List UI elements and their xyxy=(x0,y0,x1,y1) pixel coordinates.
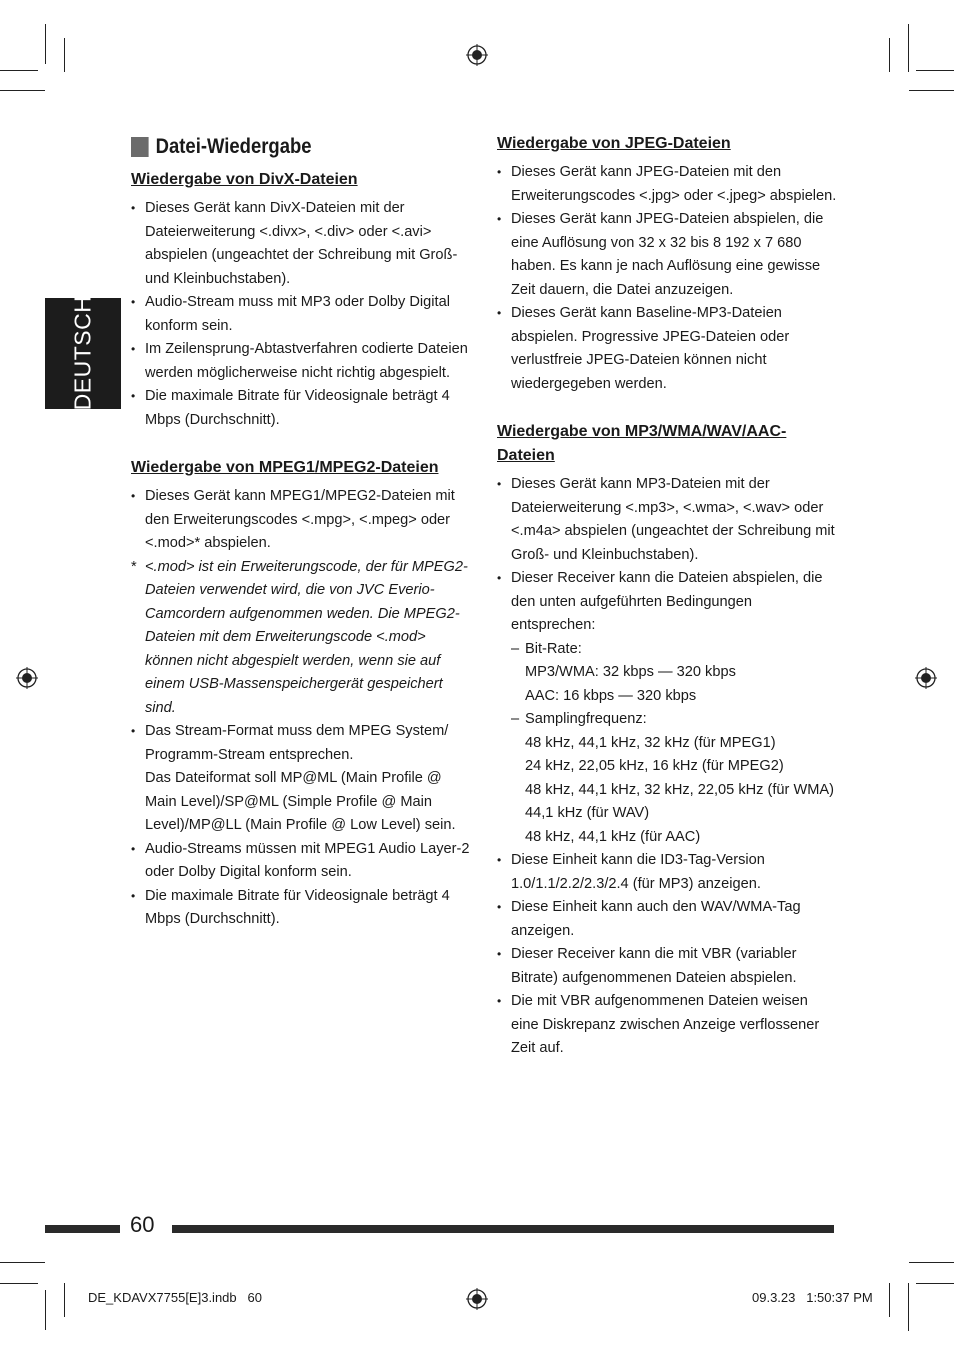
registration-mark-icon xyxy=(16,667,38,689)
registration-mark-icon xyxy=(466,44,488,66)
list-item: • Audio-Streams müssen mit MPEG1 Audio Layer-2 oder Dolby Digital konform sein. xyxy=(131,838,471,885)
sampling-values xyxy=(511,732,837,850)
list-item: • Im Zeilensprung-Abtastverfahren codierte Dateien werden möglicherweise nicht richtig abgespielt. xyxy=(131,338,471,385)
spacer xyxy=(497,396,837,420)
list-item: • Dieses Gerät kann Baseline-MP3-Dateien abspielen. Progressive JPEG-Dateien oder verlustfreie JPEG-Dateien können nicht wiedergegeben werden. xyxy=(497,302,837,396)
bitrate-line: MP3/WMA: 32 kbps — 320 kbps xyxy=(525,664,736,680)
sampling-line: 24 kHz, 22,05 kHz, 16 kHz (für MPEG2) xyxy=(525,758,784,774)
bitrate-line: AAC: 16 kbps — 320 kbps xyxy=(525,687,697,704)
footnote: * <.mod> ist ein Erweiterungscode, der für MPEG2-Dateien verwendet wird, die von JVC Everio-Camcordern aufgenommen weden. Die MPEG2-Dateien mit dem Erweiterungscode <.mod> können nicht abgespielt werden, wenn sie auf einem USB-Massenspeichergerät gespeichert sind. xyxy=(131,556,471,721)
sampling-line: 44,1 kHz (für WAV) xyxy=(525,805,650,821)
list-item: • Dieser Receiver kann die mit VBR (variabler Bitrate) aufgenommenen Dateien abspielen. xyxy=(497,943,837,990)
list-item: • Dieses Gerät kann MPEG1/MPEG2-Dateien mit den Erweiterungscodes <.mpg>, <.mpeg> oder <.mod>* abspielen. xyxy=(131,485,471,556)
jpeg-list xyxy=(497,161,837,396)
list-item: • Die mit VBR aufgenommenen Dateien weisen eine Diskrepanz zwischen Anzeige verflossener Zeit auf. xyxy=(497,990,837,1061)
language-tab-label: DEUTSCH xyxy=(69,295,96,411)
list-item: • Diese Einheit kann die ID3-Tag-Version 1.0/1.1/2.2/2.3/2.4 (für MP3) anzeigen. xyxy=(497,849,837,896)
crop-mark xyxy=(64,38,65,72)
registration-mark-icon xyxy=(915,667,937,689)
crop-mark xyxy=(909,90,954,91)
divx-list xyxy=(131,197,471,432)
list-item: • Die maximale Bitrate für Videosignale beträgt 4 Mbps (Durchschnitt). xyxy=(131,385,471,432)
section-square-icon xyxy=(131,137,149,157)
list-item: • Dieses Gerät kann MP3-Dateien mit der Dateierweiterung <.mp3>, <.wma>, <.wav> oder <.m4a> abspielen (ungeachtet der Schreibung mit Groß- und Kleinbuchstaben). xyxy=(497,473,837,567)
footer-rule xyxy=(45,1225,120,1233)
bitrate-label: – Bit-Rate: xyxy=(511,638,837,662)
crop-mark xyxy=(45,24,46,64)
crop-mark xyxy=(64,1283,65,1317)
mpeg-list xyxy=(131,485,471,932)
crop-mark xyxy=(889,38,890,72)
list-item: • Audio-Stream muss mit MP3 oder Dolby Digital konform sein. xyxy=(131,291,471,338)
spacer xyxy=(131,432,471,456)
list-item-line: • Das Stream-Format muss dem MPEG System/ Programm-Stream entsprechen. xyxy=(145,723,449,763)
sampling-line: 48 kHz, 44,1 kHz, 32 kHz, 22,05 kHz (für WMA) xyxy=(525,781,834,798)
crop-mark xyxy=(908,1283,909,1331)
language-tab xyxy=(45,295,121,411)
crop-mark xyxy=(0,1283,38,1284)
mp3-list xyxy=(497,473,837,1061)
list-item: • Dieses Gerät kann JPEG-Dateien abspielen, die eine Auflösung von 32 x 32 bis 8 192 x 7 680 haben. Es kann je nach Auflösung eine gewisse Zeit dauern, die Datei anzuzeigen. xyxy=(497,208,837,302)
section-title xyxy=(131,132,430,162)
crop-mark xyxy=(45,1290,46,1330)
crop-mark xyxy=(916,1283,954,1284)
list-item-text: • Dieser Receiver kann die Dateien abspielen, die den unten aufgeführten Bedingungen entsprechen: xyxy=(511,570,823,633)
list-item: • Die maximale Bitrate für Videosignale beträgt 4 Mbps (Durchschnitt). xyxy=(131,885,471,932)
left-column xyxy=(131,132,471,932)
mp3-heading: Wiedergabe von MP3/WMA/WAV/AAC-Dateien xyxy=(497,423,787,464)
footer-rule xyxy=(172,1225,834,1233)
jpeg-heading: Wiedergabe von JPEG-Dateien xyxy=(497,135,731,152)
list-item-line: Das Dateiformat soll MP@ML (Main Profile @ Main Level)/SP@ML (Simple Profile @ Main Level)/MP@LL (Main Profile @ Low Level) sein. xyxy=(145,770,456,833)
crop-mark xyxy=(0,90,45,91)
list-item xyxy=(497,567,837,849)
bitrate-values xyxy=(511,661,837,708)
crop-mark xyxy=(0,1262,45,1263)
mpeg-heading: Wiedergabe von MPEG1/MPEG2-Dateien xyxy=(131,459,439,476)
crop-mark xyxy=(908,24,909,72)
sampling-line: 48 kHz, 44,1 kHz (für AAC) xyxy=(525,828,701,845)
right-column xyxy=(497,132,837,1061)
list-item: • Diese Einheit kann auch den WAV/WMA-Tag anzeigen. xyxy=(497,896,837,943)
list-item: • Dieses Gerät kann DivX-Dateien mit der Dateierweiterung <.divx>, <.div> oder <.avi> abspielen (ungeachtet der Schreibung mit Groß- und Kleinbuchstaben). xyxy=(131,197,471,291)
divx-heading: Wiedergabe von DivX-Dateien xyxy=(131,171,358,188)
registration-mark-icon xyxy=(466,1288,488,1310)
timestamp-slug: 09.3.23 1:50:37 PM xyxy=(752,1290,873,1305)
crop-mark xyxy=(916,70,954,71)
list-item: • Dieses Gerät kann JPEG-Dateien mit den Erweiterungscodes <.jpg> oder <.jpeg> abspielen. xyxy=(497,161,837,208)
list-item xyxy=(131,720,471,838)
sampling-label: – Samplingfrequenz: xyxy=(511,708,837,732)
file-slug: DE_KDAVX7755[E]3.indb 60 xyxy=(88,1290,262,1305)
crop-mark xyxy=(909,1262,954,1263)
page-number: 60 xyxy=(130,1212,155,1237)
sampling-line: 48 kHz, 44,1 kHz, 32 kHz (für MPEG1) xyxy=(525,734,776,751)
section-title-text: Datei-Wiedergabe xyxy=(155,135,312,159)
crop-mark xyxy=(889,1283,890,1317)
crop-mark xyxy=(0,70,38,71)
